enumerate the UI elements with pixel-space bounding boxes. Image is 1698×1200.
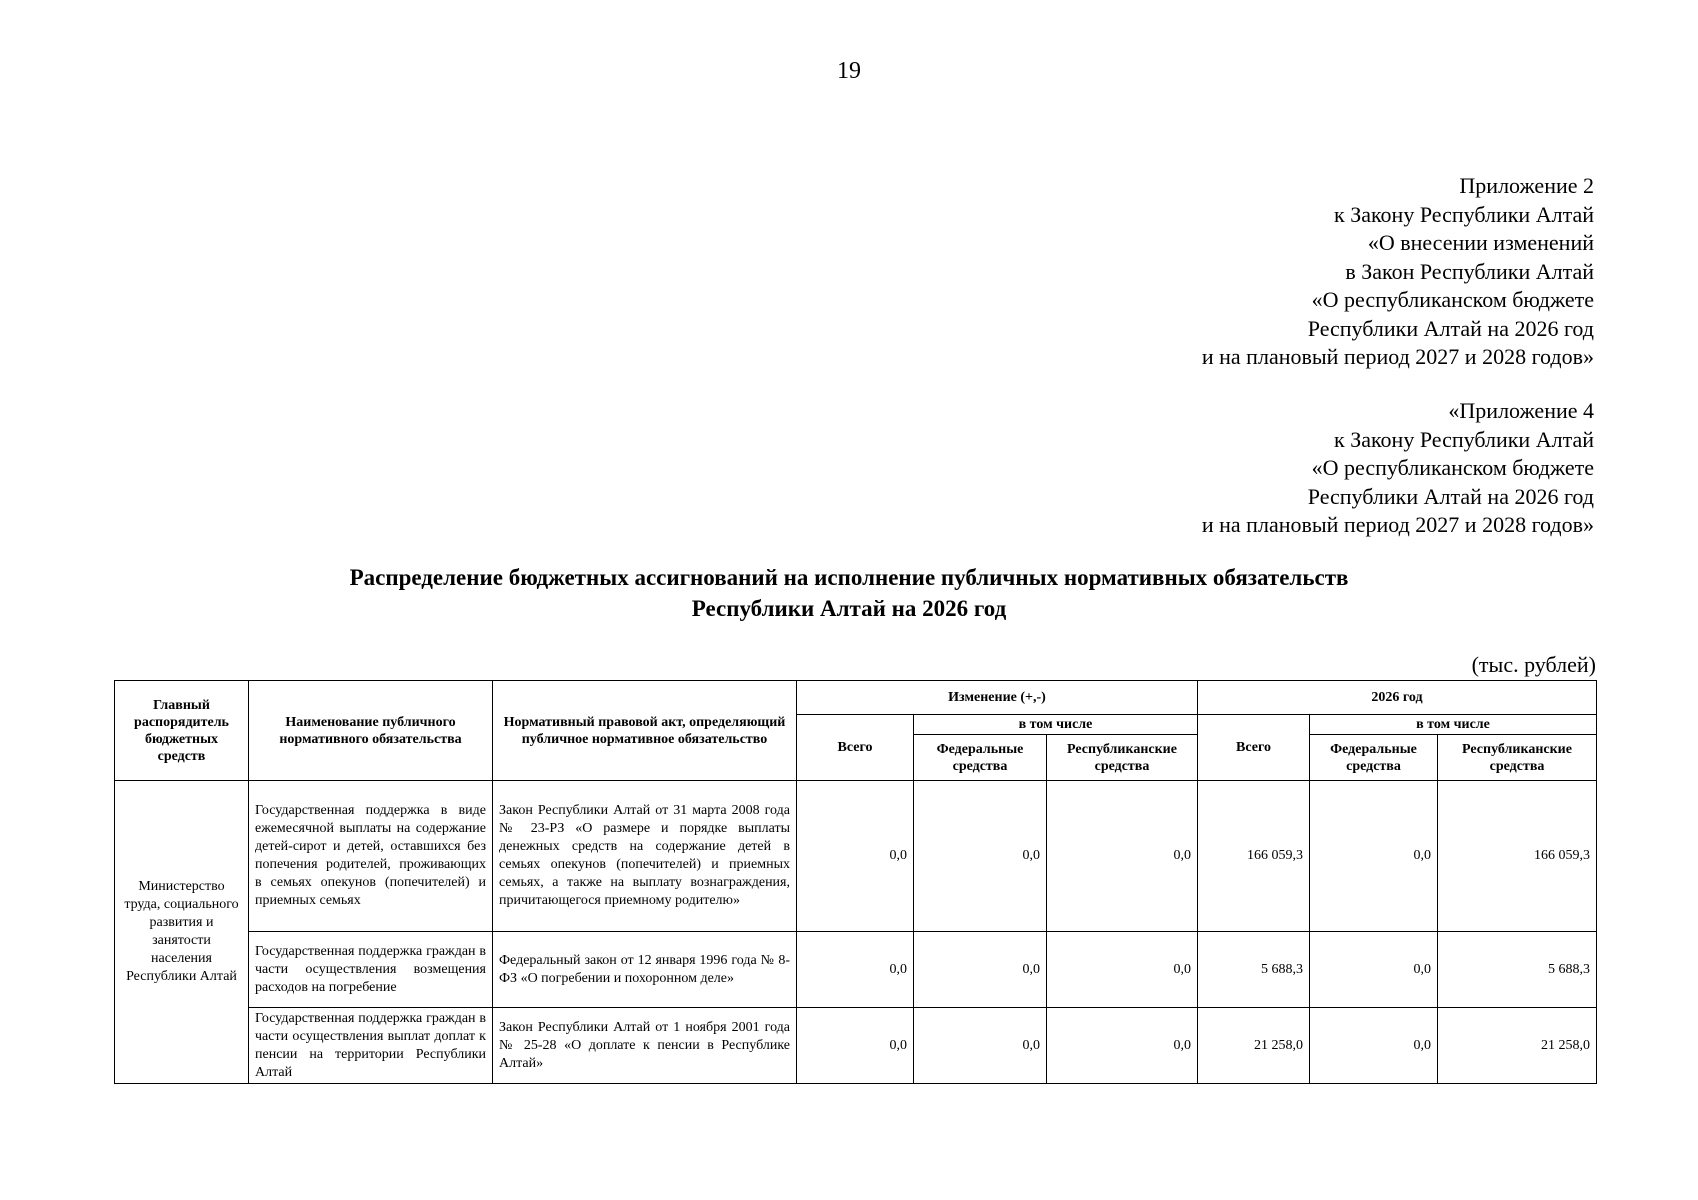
year-federal-cell: 0,0 bbox=[1310, 932, 1438, 1008]
change-federal-cell: 0,0 bbox=[914, 781, 1047, 932]
header-change-federal: Федеральные средства bbox=[914, 735, 1047, 781]
appendix-header-2 bbox=[1202, 172, 1594, 372]
header-year-republic: Республиканские средства bbox=[1438, 735, 1597, 781]
appendix-line: Республики Алтай на 2026 год bbox=[1307, 315, 1594, 341]
obligation-cell: Государственная поддержка граждан в части осуществления возмещения расходов на погребение bbox=[249, 932, 493, 1008]
table-row bbox=[115, 781, 1597, 932]
appendix-line: и на плановый период 2027 и 2028 годов» bbox=[1201, 512, 1594, 537]
appendix-line: «О внесении изменений bbox=[1367, 230, 1594, 255]
legal-act-cell: Закон Республики Алтай от 1 ноября 2001 года № 25-28 «О доплате к пенсии в Республике Алтай» bbox=[493, 1008, 797, 1084]
header-change-group: Изменение (+,-) bbox=[797, 681, 1198, 715]
appendix-line: к Закону Республики Алтай bbox=[1334, 201, 1594, 227]
appendix-line: Республики Алтай на 2026 год bbox=[1307, 483, 1594, 509]
appendix-header-4 bbox=[1202, 397, 1594, 540]
appropriations-table bbox=[114, 680, 1597, 1084]
change-total-cell: 0,0 bbox=[797, 781, 914, 932]
change-republic-cell: 0,0 bbox=[1047, 932, 1198, 1008]
change-republic-cell: 0,0 bbox=[1047, 1008, 1198, 1084]
change-federal-cell: 0,0 bbox=[914, 932, 1047, 1008]
header-year-group: 2026 год bbox=[1198, 681, 1597, 715]
year-total-cell: 166 059,3 bbox=[1198, 781, 1310, 932]
year-republic-cell: 21 258,0 bbox=[1438, 1008, 1597, 1084]
legal-act-cell: Закон Республики Алтай от 31 марта 2008 года № 23-РЗ «О размере и порядке выплаты денежных средств на содержание детей в семьях опекунов (попечителей) и приемных семьях, а также на выплату вознаграждения, причитающегося приемному родителю» bbox=[493, 781, 797, 932]
header-change-total: Всего bbox=[797, 715, 914, 781]
document-title bbox=[0, 562, 1698, 624]
table-row bbox=[115, 1008, 1597, 1084]
appendix-line: и на плановый период 2027 и 2028 годов» bbox=[1201, 344, 1594, 369]
title-line-2: Республики Алтай на 2026 год bbox=[691, 596, 1007, 621]
change-total-cell: 0,0 bbox=[797, 932, 914, 1008]
obligation-cell: Государственная поддержка граждан в части осуществления выплат доплат к пенсии на территории Республики Алтай bbox=[249, 1008, 493, 1084]
distributor-cell: Министерство труда, социального развития и занятости населения Республики Алтай bbox=[115, 781, 249, 1084]
appendix-line: «О республиканском бюджете bbox=[1311, 455, 1594, 480]
header-year-total: Всего bbox=[1198, 715, 1310, 781]
header-change-including: в том числе bbox=[914, 715, 1198, 735]
change-federal-cell: 0,0 bbox=[914, 1008, 1047, 1084]
header-year-federal: Федеральные средства bbox=[1310, 735, 1438, 781]
year-federal-cell: 0,0 bbox=[1310, 1008, 1438, 1084]
legal-act-cell: Федеральный закон от 12 января 1996 года № 8-ФЗ «О погребении и похоронном деле» bbox=[493, 932, 797, 1008]
appendix-line: к Закону Республики Алтай bbox=[1334, 426, 1594, 452]
appendix-line: Приложение 2 bbox=[1459, 173, 1594, 198]
header-change-republic: Республиканские средства bbox=[1047, 735, 1198, 781]
year-republic-cell: 166 059,3 bbox=[1438, 781, 1597, 932]
change-total-cell: 0,0 bbox=[797, 1008, 914, 1084]
year-total-cell: 5 688,3 bbox=[1198, 932, 1310, 1008]
header-legal-act: Нормативный правовой акт, определяющий публичное нормативное обязательство bbox=[493, 681, 797, 781]
appendix-line: «Приложение 4 bbox=[1448, 398, 1594, 423]
obligation-cell: Государственная поддержка в виде ежемесячной выплаты на содержание детей-сирот и детей, оставшихся без попечения родителей, проживающих в семьях опекунов (попечителей) и приемных семьях bbox=[249, 781, 493, 932]
change-republic-cell: 0,0 bbox=[1047, 781, 1198, 932]
year-federal-cell: 0,0 bbox=[1310, 781, 1438, 932]
header-obligation: Наименование публичного нормативного обязательства bbox=[249, 681, 493, 781]
table-row bbox=[115, 932, 1597, 1008]
header-distributor: Главный распорядитель бюджетных средств bbox=[115, 681, 249, 781]
header-year-including: в том числе bbox=[1310, 715, 1597, 735]
appendix-line: «О республиканском бюджете bbox=[1311, 287, 1594, 312]
year-total-cell: 21 258,0 bbox=[1198, 1008, 1310, 1084]
units-label: (тыс. рублей) bbox=[1471, 652, 1596, 677]
year-republic-cell: 5 688,3 bbox=[1438, 932, 1597, 1008]
page-number: 19 bbox=[837, 58, 861, 84]
appendix-line: в Закон Республики Алтай bbox=[1345, 258, 1594, 284]
title-line-1: Распределение бюджетных ассигнований на исполнение публичных нормативных обязательств bbox=[349, 565, 1349, 590]
